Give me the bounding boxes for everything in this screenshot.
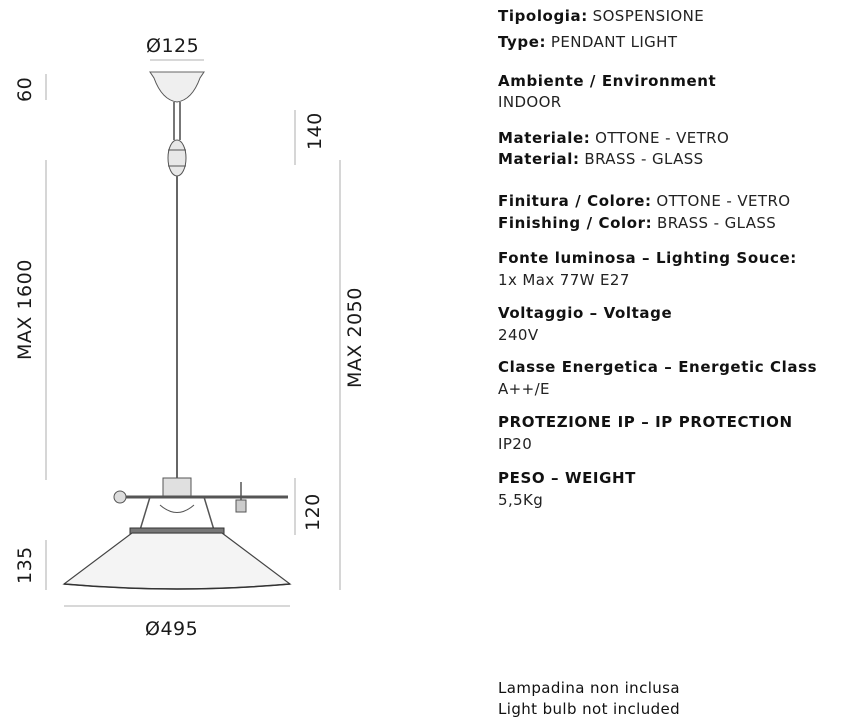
bulb-note-it: Lampadina non inclusa — [498, 679, 680, 697]
hub — [163, 478, 191, 496]
spec-peso-label: PESO – WEIGHT — [498, 469, 637, 487]
shade-height-label: 135 — [14, 546, 36, 584]
max-total-label: MAX 2050 — [344, 287, 366, 388]
spec-peso-value: 5,5Kg — [498, 491, 544, 509]
spec-materiale: Materiale: OTTONE - VETRO — [498, 129, 730, 147]
spec-ambiente-value: INDOOR — [498, 93, 562, 111]
arm-height-label: 120 — [302, 493, 324, 531]
spec-ambiente-label: Ambiente / Environment — [498, 72, 717, 90]
stem-joint — [168, 140, 186, 176]
spec-voltaggio-label: Voltaggio – Voltage — [498, 304, 673, 322]
canopy-diameter-label: Ø125 — [146, 35, 200, 57]
counterweight — [114, 491, 126, 503]
spec-classe-label: Classe Energetica – Energetic Class — [498, 358, 818, 376]
spec-fonte-value: 1x Max 77W E27 — [498, 271, 630, 289]
shade — [64, 533, 290, 589]
bulb-note-en: Light bulb not included — [498, 700, 681, 718]
bulb-note — [498, 678, 680, 720]
spec-classe-value: A++/E — [498, 380, 550, 398]
spec-finitura: Finitura / Colore: OTTONE - VETRO — [498, 192, 791, 210]
spec-fonte-label: Fonte luminosa – Lighting Souce: — [498, 249, 797, 267]
shade-diameter-label: Ø495 — [145, 618, 199, 640]
pulley-weight — [236, 500, 246, 512]
spec-protezione-label: PROTEZIONE IP – IP PROTECTION — [498, 413, 793, 431]
spec-tipologia: Tipologia: SOSPENSIONE — [498, 7, 705, 25]
spec-voltaggio-value: 240V — [498, 326, 539, 344]
spec-protezione-value: IP20 — [498, 435, 533, 453]
canopy — [150, 72, 204, 102]
max-cable-label: MAX 1600 — [14, 259, 36, 360]
spec-finishing: Finishing / Color: BRASS - GLASS — [498, 214, 777, 232]
shade-holder — [140, 497, 214, 530]
spec-material: Material: BRASS - GLASS — [498, 150, 704, 168]
canopy-height-label: 60 — [14, 76, 36, 102]
stem-length-label: 140 — [304, 112, 326, 150]
spec-type: Type: PENDANT LIGHT — [498, 33, 678, 51]
